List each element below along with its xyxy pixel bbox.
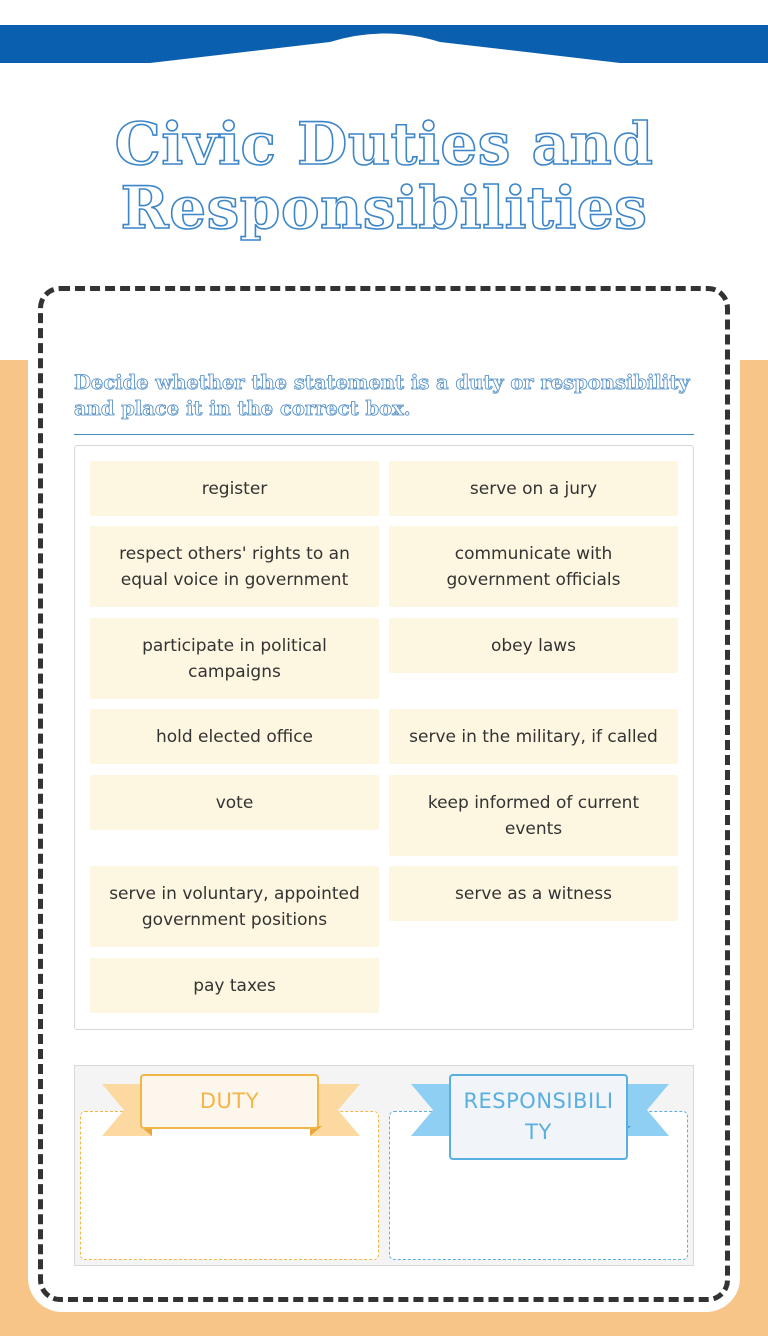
word-chip[interactable]: communicate with government officials [389,526,678,607]
page-title: Civic Duties and Responsibilities [114,110,654,242]
word-chip[interactable]: respect others' rights to an equal voice in government [90,526,379,607]
word-chip[interactable]: serve in the military, if called [389,709,678,764]
word-chip[interactable]: participate in political campaigns [90,618,379,699]
word-chip[interactable]: serve in voluntary, appointed government positions [90,866,379,947]
word-chip[interactable]: register [90,461,379,516]
word-chip[interactable]: pay taxes [90,958,379,1013]
word-chip[interactable]: obey laws [389,618,678,673]
word-chip[interactable]: serve as a witness [389,866,678,921]
responsibility-label: RESPONSIBILITY [449,1074,628,1160]
instructions-divider [74,434,694,435]
instructions: Decide whether the statement is a duty or responsibility and place it in the correct box. [74,371,690,420]
word-chip[interactable]: hold elected office [90,709,379,764]
duty-label: DUTY [140,1074,319,1129]
word-chip[interactable]: keep informed of current events [389,775,678,856]
word-chip[interactable]: vote [90,775,379,830]
banner-peak [0,0,768,63]
word-chip[interactable]: serve on a jury [389,461,678,516]
